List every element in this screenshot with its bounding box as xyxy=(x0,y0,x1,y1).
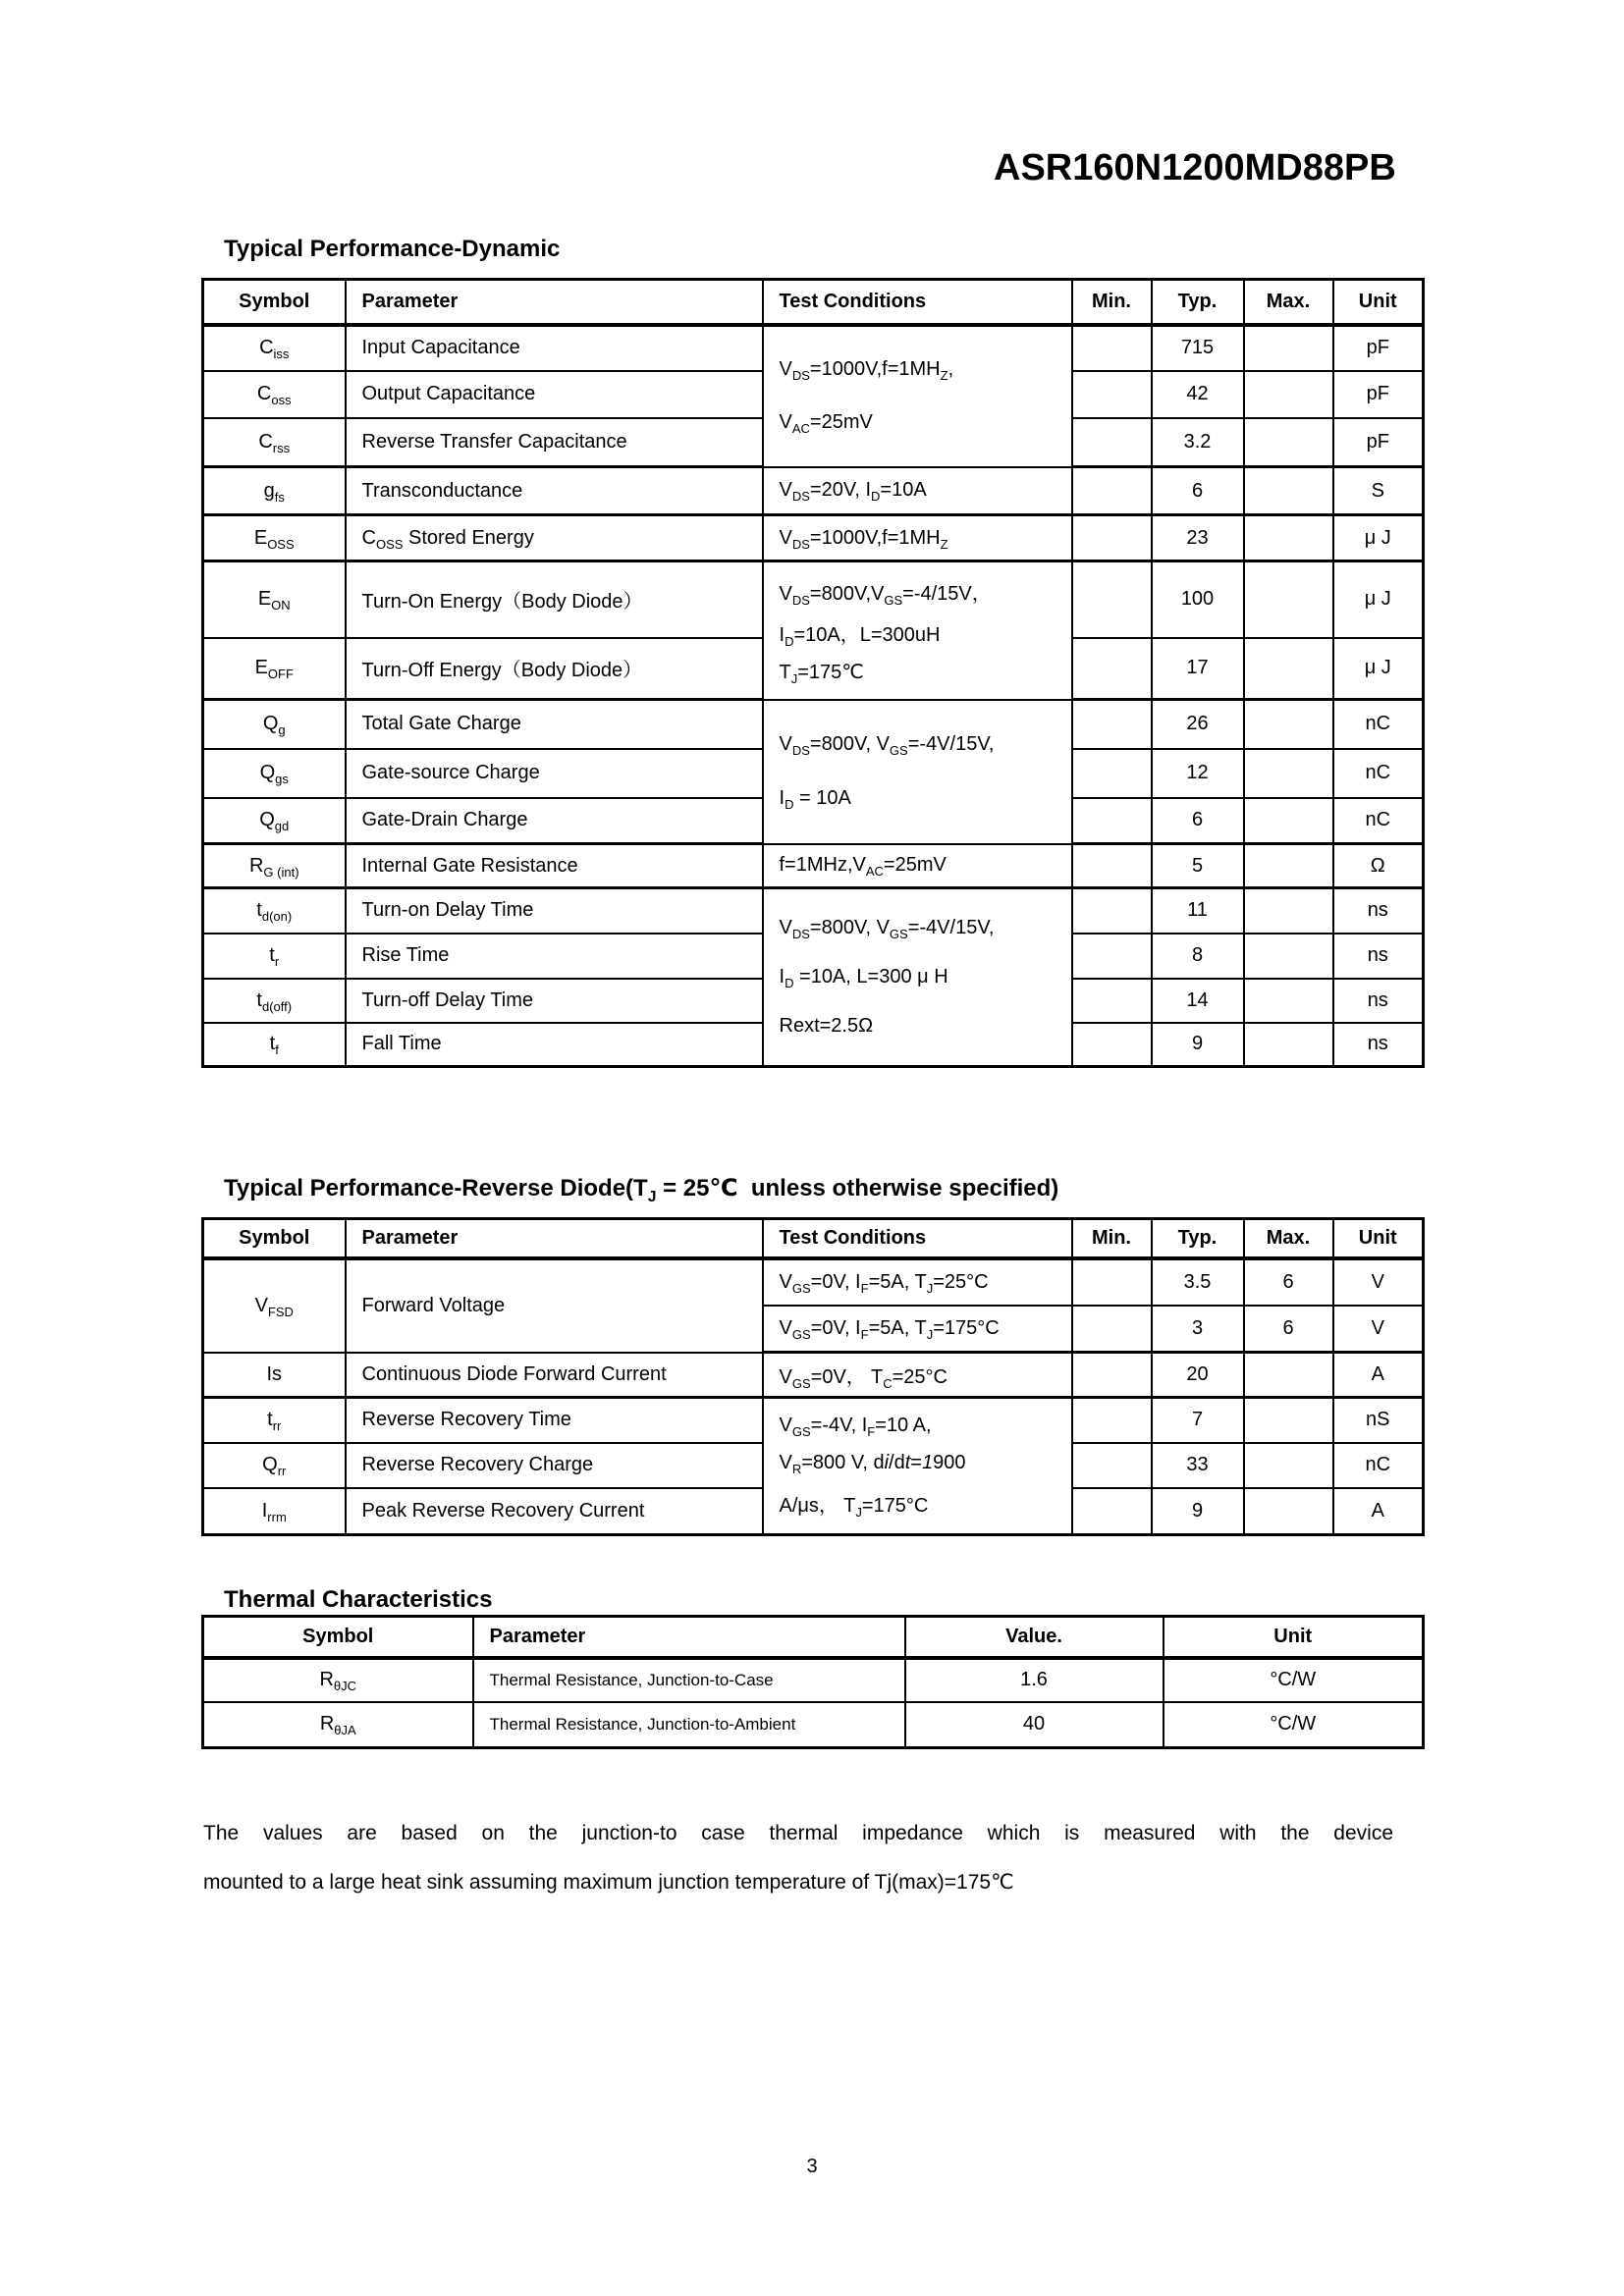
page-number: 3 xyxy=(806,2156,818,2177)
dynamic-typ-cell: 5 xyxy=(1152,844,1244,888)
dynamic-symbol-cell: $E_{OSS}$ xyxy=(203,515,346,561)
thermal-symbol-cell: $R_{\theta JA}$ xyxy=(203,1702,473,1748)
reverse-typ-cell: 7 xyxy=(1152,1398,1244,1443)
reverse-max-cell xyxy=(1244,1443,1333,1488)
reverse-min-cell xyxy=(1072,1353,1152,1398)
thermal-parameter-cell: Thermal Resistance, Junction-to-Ambient xyxy=(473,1702,905,1748)
dynamic-symbol-cell: $g_{fs}$ xyxy=(203,467,346,515)
dynamic-symbol-cell: $Q_{gs}$ xyxy=(203,749,346,798)
dynamic-unit-cell: ns xyxy=(1333,888,1424,934)
dynamic-max-cell xyxy=(1244,371,1333,418)
dynamic-header-min: Min. xyxy=(1072,280,1152,325)
dynamic-symbol-cell: $C_{oss}$ xyxy=(203,371,346,418)
reverse-max-cell: 6 xyxy=(1244,1306,1333,1353)
reverse-unit-cell: A xyxy=(1333,1488,1424,1535)
reverse-unit-cell: nS xyxy=(1333,1398,1424,1443)
dynamic-parameter-cell: Fall Time xyxy=(346,1023,763,1067)
reverse-max-cell: 6 xyxy=(1244,1258,1333,1306)
thermal-characteristics-table xyxy=(201,1615,1425,1749)
dynamic-max-cell xyxy=(1244,418,1333,467)
dynamic-test-conditions-cell: $f=1MHz,V_{AC}=25mV$ xyxy=(763,844,1072,888)
reverse-parameter-cell: Continuous Diode Forward Current xyxy=(346,1353,763,1398)
dynamic-parameter-cell: Rise Time xyxy=(346,934,763,979)
dynamic-test-conditions-cell: $V_{DS}=800V$, $V_{GS}=-4V/15V$, $I_D = 10A$ xyxy=(763,700,1072,844)
dynamic-max-cell xyxy=(1244,888,1333,934)
thermal-unit-cell: °C/W xyxy=(1164,1702,1424,1748)
reverse-header-max: Max. xyxy=(1244,1219,1333,1258)
dynamic-typ-cell: 26 xyxy=(1152,700,1244,749)
dynamic-parameter-cell: Turn-On Energy（Body Diode） xyxy=(346,561,763,638)
dynamic-typ-cell: 9 xyxy=(1152,1023,1244,1067)
reverse-parameter-cell: Reverse Recovery Charge xyxy=(346,1443,763,1488)
dynamic-test-conditions-cell: $V_{DS}=800V$, $V_{GS}=-4V/15V$, $I_D =10A$, L=300 μ H Rext=2.5Ω xyxy=(763,888,1072,1067)
dynamic-unit-cell: S xyxy=(1333,467,1424,515)
dynamic-header-max: Max. xyxy=(1244,280,1333,325)
dynamic-parameter-cell: Internal Gate Resistance xyxy=(346,844,763,888)
reverse-min-cell xyxy=(1072,1443,1152,1488)
dynamic-symbol-cell: $t_{d(off)}$ xyxy=(203,979,346,1023)
dynamic-parameter-cell: Output Capacitance xyxy=(346,371,763,418)
dynamic-parameter-cell: Transconductance xyxy=(346,467,763,515)
dynamic-min-cell xyxy=(1072,934,1152,979)
dynamic-symbol-cell: $t_r$ xyxy=(203,934,346,979)
dynamic-symbol-cell: $R_{G (int)}$ xyxy=(203,844,346,888)
dynamic-symbol-cell: $C_{iss}$ xyxy=(203,325,346,371)
dynamic-header-unit: Unit xyxy=(1333,280,1424,325)
reverse-max-cell xyxy=(1244,1398,1333,1443)
dynamic-min-cell xyxy=(1072,749,1152,798)
thermal-header-value: Value. xyxy=(905,1617,1164,1658)
dynamic-header-typ: Typ. xyxy=(1152,280,1244,325)
thermal-note xyxy=(203,1809,1393,1907)
dynamic-symbol-cell: $E_{OFF}$ xyxy=(203,638,346,700)
dynamic-parameter-cell: Turn-off Delay Time xyxy=(346,979,763,1023)
dynamic-max-cell xyxy=(1244,561,1333,638)
dynamic-header-parameter: Parameter xyxy=(346,280,763,325)
reverse-max-cell xyxy=(1244,1488,1333,1535)
dynamic-max-cell xyxy=(1244,467,1333,515)
reverse-unit-cell: A xyxy=(1333,1353,1424,1398)
part-number-title: ASR160N1200MD88PB xyxy=(994,147,1396,188)
dynamic-min-cell xyxy=(1072,371,1152,418)
reverse-symbol-cell: Is xyxy=(203,1353,346,1398)
thermal-note-line-2: mounted to a large heat sink assuming maximum junction temperature of Tj(max)=175℃ xyxy=(203,1871,1014,1894)
dynamic-max-cell xyxy=(1244,979,1333,1023)
reverse-unit-cell: V xyxy=(1333,1306,1424,1353)
dynamic-min-cell xyxy=(1072,798,1152,844)
dynamic-symbol-cell: $E_{ON}$ xyxy=(203,561,346,638)
reverse-diode-table xyxy=(201,1217,1425,1536)
dynamic-symbol-cell: $t_f$ xyxy=(203,1023,346,1067)
reverse-test-conditions-cell: $V_{GS}=0V$, $I_F=5A$, $T_J=175^\circ C$ xyxy=(763,1306,1072,1353)
dynamic-min-cell xyxy=(1072,844,1152,888)
dynamic-max-cell xyxy=(1244,325,1333,371)
reverse-unit-cell: V xyxy=(1333,1258,1424,1306)
dynamic-unit-cell: ns xyxy=(1333,1023,1424,1067)
dynamic-header-test-conditions: Test Conditions xyxy=(763,280,1072,325)
dynamic-unit-cell: μ J xyxy=(1333,515,1424,561)
reverse-test-conditions-cell: $V_{GS}=0V$， $T_C=25^\circ C$ xyxy=(763,1353,1072,1398)
reverse-parameter-cell: Forward Voltage xyxy=(346,1258,763,1353)
dynamic-max-cell xyxy=(1244,798,1333,844)
thermal-symbol-cell: $R_{\theta JC}$ xyxy=(203,1658,473,1702)
reverse-symbol-cell: $t_{rr}$ xyxy=(203,1398,346,1443)
section-title-thermal: Thermal Characteristics xyxy=(224,1585,493,1613)
dynamic-min-cell xyxy=(1072,467,1152,515)
reverse-header-symbol: Symbol xyxy=(203,1219,346,1258)
dynamic-max-cell xyxy=(1244,844,1333,888)
thermal-value-cell: 40 xyxy=(905,1702,1164,1748)
reverse-typ-cell: 9 xyxy=(1152,1488,1244,1535)
reverse-max-cell xyxy=(1244,1353,1333,1398)
reverse-header-typ: Typ. xyxy=(1152,1219,1244,1258)
reverse-header-parameter: Parameter xyxy=(346,1219,763,1258)
reverse-min-cell xyxy=(1072,1488,1152,1535)
dynamic-parameter-cell: Input Capacitance xyxy=(346,325,763,371)
dynamic-unit-cell: nC xyxy=(1333,749,1424,798)
section-title-reverse-diode: Typical Performance-Reverse $Diode(T_J$ = 25℃ unless otherwise specified) xyxy=(224,1174,1059,1205)
reverse-parameter-cell: Reverse Recovery Time xyxy=(346,1398,763,1443)
dynamic-test-conditions-cell: $V_{DS}=1000V,f=1MH_Z$, $V_{AC}=25mV$ xyxy=(763,325,1072,467)
dynamic-symbol-cell: $Q_g$ xyxy=(203,700,346,749)
dynamic-parameter-cell: Turn-Off Energy（Body Diode） xyxy=(346,638,763,700)
dynamic-typ-cell: 8 xyxy=(1152,934,1244,979)
dynamic-min-cell xyxy=(1072,515,1152,561)
dynamic-max-cell xyxy=(1244,515,1333,561)
dynamic-typ-cell: 23 xyxy=(1152,515,1244,561)
dynamic-unit-cell: μ J xyxy=(1333,561,1424,638)
thermal-header-symbol: Symbol xyxy=(203,1617,473,1658)
reverse-header-min: Min. xyxy=(1072,1219,1152,1258)
thermal-parameter-cell: Thermal Resistance, Junction-to-Case xyxy=(473,1658,905,1702)
dynamic-parameter-cell: Gate-source Charge xyxy=(346,749,763,798)
thermal-value-cell: 1.6 xyxy=(905,1658,1164,1702)
thermal-header-unit: Unit xyxy=(1164,1617,1424,1658)
dynamic-typ-cell: 11 xyxy=(1152,888,1244,934)
dynamic-typ-cell: 12 xyxy=(1152,749,1244,798)
reverse-unit-cell: nC xyxy=(1333,1443,1424,1488)
dynamic-min-cell xyxy=(1072,638,1152,700)
dynamic-typ-cell: 6 xyxy=(1152,798,1244,844)
reverse-min-cell xyxy=(1072,1258,1152,1306)
dynamic-parameter-cell: $C_{OSS}$ Stored Energy xyxy=(346,515,763,561)
thermal-note-line-1: The values are based on the junction-to case thermal impedance which is measured with the device xyxy=(203,1822,1393,1844)
dynamic-parameter-cell: Total Gate Charge xyxy=(346,700,763,749)
reverse-header-unit: Unit xyxy=(1333,1219,1424,1258)
dynamic-symbol-cell: $Q_{gd}$ xyxy=(203,798,346,844)
reverse-typ-cell: 3.5 xyxy=(1152,1258,1244,1306)
dynamic-parameter-cell: Gate-Drain Charge xyxy=(346,798,763,844)
dynamic-min-cell xyxy=(1072,1023,1152,1067)
dynamic-unit-cell: μ J xyxy=(1333,638,1424,700)
dynamic-header-symbol: Symbol xyxy=(203,280,346,325)
dynamic-symbol-cell: $C_{rss}$ xyxy=(203,418,346,467)
reverse-typ-cell: 3 xyxy=(1152,1306,1244,1353)
dynamic-max-cell xyxy=(1244,749,1333,798)
dynamic-min-cell xyxy=(1072,700,1152,749)
thermal-header-parameter: Parameter xyxy=(473,1617,905,1658)
dynamic-min-cell xyxy=(1072,325,1152,371)
dynamic-unit-cell: nC xyxy=(1333,700,1424,749)
reverse-min-cell xyxy=(1072,1398,1152,1443)
dynamic-typ-cell: 3.2 xyxy=(1152,418,1244,467)
dynamic-typ-cell: 42 xyxy=(1152,371,1244,418)
reverse-symbol-cell: $Q_{rr}$ xyxy=(203,1443,346,1488)
dynamic-max-cell xyxy=(1244,638,1333,700)
dynamic-typ-cell: 6 xyxy=(1152,467,1244,515)
dynamic-symbol-cell: $t_{d(on)}$ xyxy=(203,888,346,934)
dynamic-typ-cell: 17 xyxy=(1152,638,1244,700)
dynamic-unit-cell: pF xyxy=(1333,418,1424,467)
dynamic-unit-cell: nC xyxy=(1333,798,1424,844)
dynamic-min-cell xyxy=(1072,888,1152,934)
dynamic-max-cell xyxy=(1244,934,1333,979)
dynamic-max-cell xyxy=(1244,1023,1333,1067)
reverse-test-conditions-cell: $V_{GS}=-4V$, $I_F=10$ A, $V_R=800$ V, di/dt=1900 A/μs， $T_J=175^\circ C$ xyxy=(763,1398,1072,1535)
dynamic-unit-cell: pF xyxy=(1333,325,1424,371)
dynamic-test-conditions-cell: $V_{DS}=20V$, $I_D=10A$ xyxy=(763,467,1072,515)
dynamic-parameter-cell: Reverse Transfer Capacitance xyxy=(346,418,763,467)
dynamic-test-conditions-cell: $V_{DS}=1000V,f=1MH_Z$ xyxy=(763,515,1072,561)
section-title-dynamic: Typical Performance-Dynamic xyxy=(224,235,561,262)
reverse-test-conditions-cell: $V_{GS}=0V$, $I_F=5A$, $T_J=25^\circ C$ xyxy=(763,1258,1072,1306)
dynamic-performance-table xyxy=(201,278,1425,1068)
dynamic-min-cell xyxy=(1072,561,1152,638)
reverse-typ-cell: 33 xyxy=(1152,1443,1244,1488)
dynamic-max-cell xyxy=(1244,700,1333,749)
thermal-unit-cell: °C/W xyxy=(1164,1658,1424,1702)
reverse-header-test-conditions: Test Conditions xyxy=(763,1219,1072,1258)
reverse-min-cell xyxy=(1072,1306,1152,1353)
dynamic-min-cell xyxy=(1072,418,1152,467)
dynamic-unit-cell: Ω xyxy=(1333,844,1424,888)
dynamic-unit-cell: ns xyxy=(1333,934,1424,979)
reverse-symbol-cell: $V_{FSD}$ xyxy=(203,1258,346,1353)
reverse-symbol-cell: $I_{rrm}$ xyxy=(203,1488,346,1535)
dynamic-typ-cell: 14 xyxy=(1152,979,1244,1023)
dynamic-min-cell xyxy=(1072,979,1152,1023)
dynamic-unit-cell: ns xyxy=(1333,979,1424,1023)
dynamic-parameter-cell: Turn-on Delay Time xyxy=(346,888,763,934)
reverse-typ-cell: 20 xyxy=(1152,1353,1244,1398)
dynamic-typ-cell: 100 xyxy=(1152,561,1244,638)
dynamic-typ-cell: 715 xyxy=(1152,325,1244,371)
dynamic-test-conditions-cell: $V_{DS}=800V,V_{GS}=-4/15V$， $I_D=10A$，L=300uH $T_J=175℃$ xyxy=(763,561,1072,700)
reverse-parameter-cell: Peak Reverse Recovery Current xyxy=(346,1488,763,1535)
dynamic-unit-cell: pF xyxy=(1333,371,1424,418)
